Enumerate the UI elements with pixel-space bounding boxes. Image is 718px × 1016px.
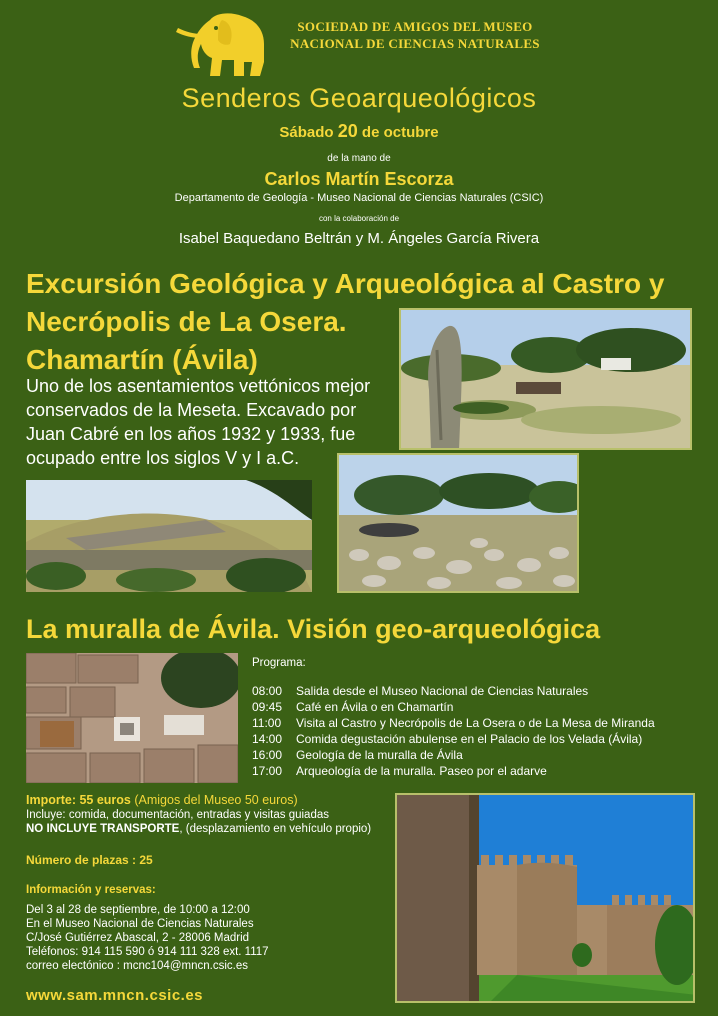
society-line-1: SOCIEDAD DE AMIGOS DEL MUSEO bbox=[297, 19, 533, 34]
pricing-block bbox=[26, 793, 396, 836]
places-count: Número de plazas : 25 bbox=[26, 853, 153, 867]
program-list bbox=[252, 655, 655, 779]
section1-heading-line3: Chamartín (Ávila) bbox=[26, 344, 258, 375]
price-label: Importe: 55 euros bbox=[26, 793, 131, 807]
program-item bbox=[252, 683, 655, 699]
program-item bbox=[252, 747, 655, 763]
section1-heading-line2: Necrópolis de La Osera. bbox=[26, 306, 347, 337]
desc-line1: Uno de los asentamientos vettónicos mejor bbox=[26, 376, 371, 396]
society-line-2: NACIONAL DE CIENCIAS NATURALES bbox=[290, 36, 540, 51]
date-prefix: Sábado bbox=[279, 124, 338, 141]
by-label: de la mano de bbox=[327, 153, 391, 164]
transport-note: , (desplazamiento en vehículo propio) bbox=[179, 823, 372, 835]
program-item bbox=[252, 763, 655, 779]
contact-heading: Información y reservas: bbox=[26, 884, 156, 896]
program-activity: Arqueología de la muralla. Paseo por el adarve bbox=[296, 764, 547, 778]
contact-line1: Del 3 al 28 de septiembre, de 10:00 a 12:00 bbox=[26, 904, 250, 916]
desc-line3: Juan Cabré en los años 1932 y 1933, fue bbox=[26, 424, 356, 444]
photo-avila-wall bbox=[395, 793, 695, 1003]
contact-line3: C/José Gutiérrez Abascal, 2 - 28006 Madrid bbox=[26, 932, 250, 944]
program-label: Programa: bbox=[252, 657, 306, 669]
contact-line2: En el Museo Nacional de Ciencias Naturales bbox=[26, 918, 254, 930]
section1-heading-line1: Excursión Geológica y Arqueológica al Castro y bbox=[26, 268, 665, 299]
program-item bbox=[252, 715, 655, 731]
includes-text: Incluye: comida, documentación, entradas y visitas guiadas bbox=[26, 809, 329, 821]
price-members: (Amigos del Museo 50 euros) bbox=[130, 793, 298, 807]
guide-name: Carlos Martín Escorza bbox=[264, 169, 454, 189]
program-item bbox=[252, 699, 655, 715]
program-activity: Geología de la muralla de Ávila bbox=[296, 748, 463, 762]
section2-heading: La muralla de Ávila. Visión geo-arqueológica bbox=[26, 614, 601, 644]
contact-details bbox=[26, 903, 269, 973]
desc-line2: conservados de la Meseta. Excavado por bbox=[26, 400, 357, 420]
photo-verraco-stone bbox=[399, 308, 692, 450]
program-activity: Visita al Castro y Necrópolis de La Osera o de La Mesa de Miranda bbox=[296, 716, 655, 730]
photo-wall-stones bbox=[26, 653, 238, 783]
collaborators: Isabel Baquedano Beltrán y M. Ángeles García Rivera bbox=[178, 230, 540, 247]
program-activity: Comida degustación abulense en el Palacio de los Velada (Ávila) bbox=[296, 732, 643, 746]
event-title: Senderos Geoarqueológicos bbox=[181, 83, 537, 113]
program-time: 14:00 bbox=[252, 732, 283, 746]
program-activity: Café en Ávila o en Chamartín bbox=[296, 700, 454, 714]
program-item bbox=[252, 731, 655, 747]
society-name bbox=[270, 18, 560, 52]
program-time: 16:00 bbox=[252, 748, 283, 762]
photo-castro-wall bbox=[26, 480, 312, 592]
contact-email[interactable]: correo electónico : mcnc104@mncn.csic.es bbox=[26, 960, 248, 972]
program-time: 11:00 bbox=[252, 716, 282, 730]
website-link[interactable]: www.sam.mncn.csic.es bbox=[26, 987, 204, 1004]
no-transport: NO INCLUYE TRANSPORTE bbox=[26, 823, 180, 835]
photo-necropolis-stones bbox=[337, 453, 579, 593]
desc-line4: ocupado entre los siglos V y I a.C. bbox=[26, 448, 300, 468]
program-time: 08:00 bbox=[252, 684, 283, 698]
program-time: 09:45 bbox=[252, 700, 283, 714]
date-suffix: de octubre bbox=[357, 124, 439, 141]
contact-phones: Teléfonos: 914 115 590 ó 914 111 328 ext. 1117 bbox=[26, 946, 269, 958]
collab-label: con la colaboración de bbox=[318, 214, 400, 223]
event-date bbox=[0, 121, 718, 142]
guide-department: Departamento de Geología - Museo Nacional de Ciencias Naturales (CSIC) bbox=[174, 192, 544, 204]
program-activity: Salida desde el Museo Nacional de Ciencias Naturales bbox=[296, 684, 589, 698]
date-day: 20 bbox=[337, 121, 358, 141]
program-time: 17:00 bbox=[252, 764, 283, 778]
elephant-logo-icon bbox=[172, 6, 272, 78]
